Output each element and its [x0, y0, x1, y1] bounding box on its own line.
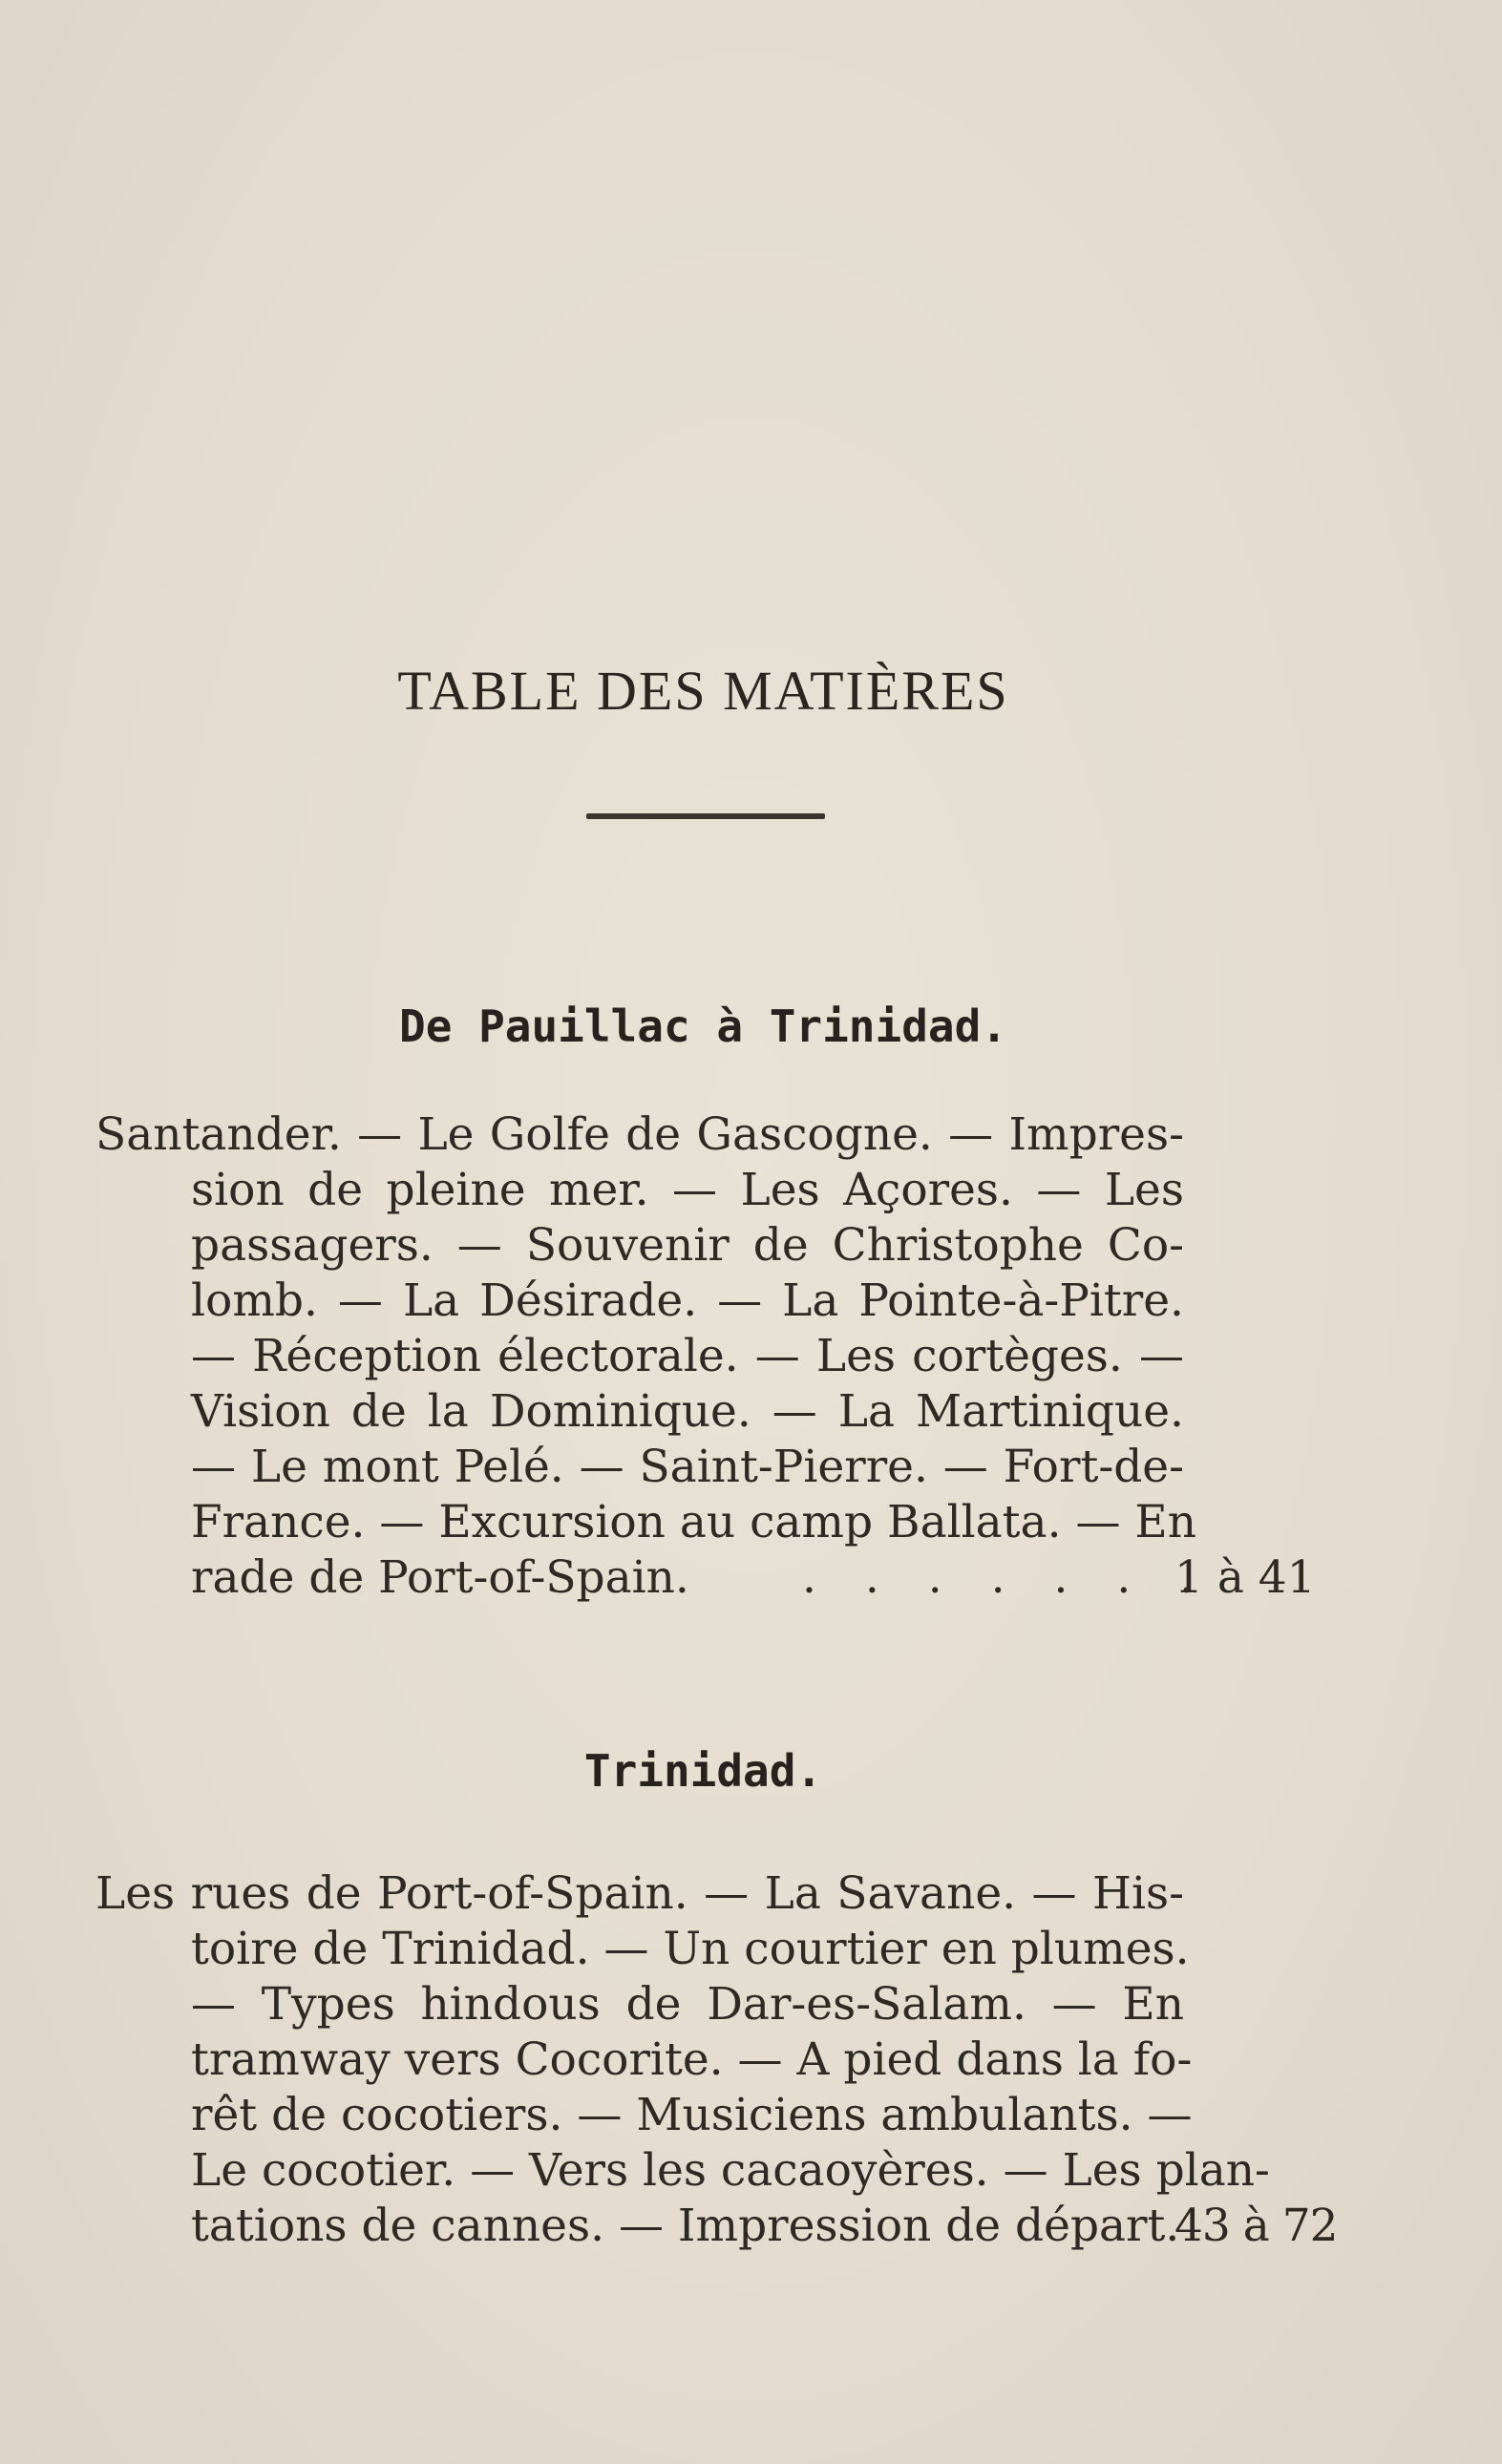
- dot-leaders: . . . . . . .: [802, 1551, 1212, 1604]
- toc-line: Santander. — Le Golfe de Gascogne. — Impres-: [95, 1108, 1184, 1161]
- page-title: TABLE DES MATIÈRES: [397, 660, 1009, 722]
- title-rule: [586, 813, 825, 819]
- toc-line: — Le mont Pelé. — Saint-Pierre. — Fort-de-: [191, 1441, 1184, 1493]
- toc-entry: [95, 1866, 1338, 2254]
- toc-line: lomb. — La Désirade. — La Pointe-à-Pitre.: [191, 1274, 1184, 1327]
- section-heading: De Pauillac à Trinidad.: [399, 1000, 1007, 1052]
- toc-line: rêt de cocotiers. — Musiciens ambulants. —: [191, 2089, 1193, 2141]
- toc-line: — Types hindous de Dar-es-Salam. — En: [191, 1978, 1184, 2031]
- toc-line-last: [191, 1550, 1316, 1606]
- toc-line: toire de Trinidad. — Un courtier en plumes.: [191, 1923, 1190, 1975]
- toc-line: Le cocotier. — Vers les cacaoyères. — Les plan-: [191, 2144, 1270, 2197]
- toc-line-text: rade de Port-of-Spain.: [191, 1551, 689, 1604]
- toc-line: sion de pleine mer. — Les Açores. — Les: [191, 1164, 1184, 1216]
- page-range: 43 à 72: [1174, 2200, 1338, 2252]
- toc-line: tramway vers Cocorite. — A pied dans la fo-: [191, 2033, 1193, 2086]
- toc-line: — Réception électorale. — Les cortèges. —: [191, 1330, 1184, 1382]
- toc-line: France. — Excursion au camp Ballata. — En: [191, 1496, 1196, 1548]
- page-range: 1 à 41: [1174, 1551, 1316, 1604]
- toc-line: Vision de la Dominique. — La Martinique.: [191, 1385, 1184, 1438]
- section-heading: Trinidad.: [583, 1745, 823, 1797]
- toc-line-last: [191, 2199, 1338, 2254]
- toc-entry: [95, 1107, 1316, 1606]
- toc-line: Les rues de Port-of-Spain. — La Savane. — His-: [95, 1867, 1184, 1920]
- toc-line: passagers. — Souvenir de Christophe Co-: [191, 1219, 1184, 1272]
- toc-line-text: tations de cannes. — Impression de départ.: [191, 2200, 1180, 2252]
